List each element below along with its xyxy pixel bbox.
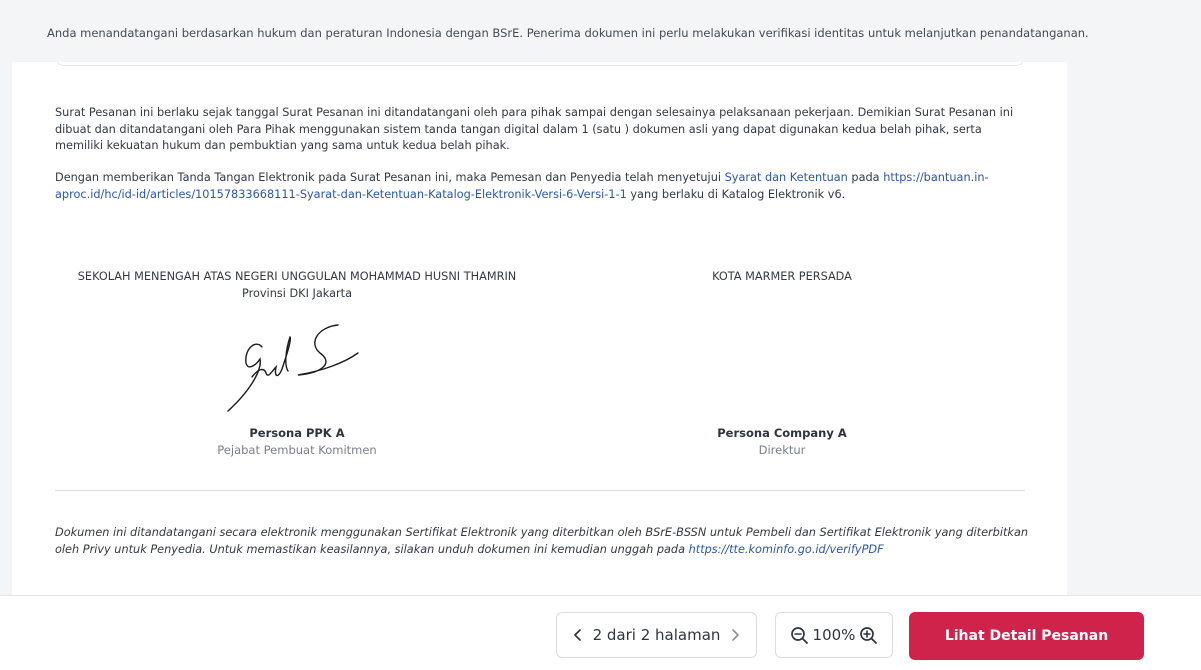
footnote-text: Dokumen ini ditandatangani secara elektronik menggunakan Sertifikat Elektronik yang diterbitkan oleh BSrE-BSSN untuk Pembeli dan Sertifikat Elektronik yang diterbitkan oleh Privy untuk Penyedia. Untuk memastikan keasilannya, silakan unduh dokumen ini kemudian unggah pada	[55, 526, 1029, 556]
agreement-text-middle: pada	[847, 171, 884, 184]
validity-paragraph: Surat Pesanan ini berlaku sejak tanggal Surat Pesanan ini ditandatangani oleh para pihak sampai dengan selesainya pelaksanaan pekerjaan. Demikian Surat Pesanan ini dibuat dan ditandatangani oleh Para Pihak menggunakan sistem tanda tangan digital dalam 1 (satu ) dokumen asli yang dapat digunakan kedua belah pihak, serta memiliki kekuatan hukum dan pembuktian yang sama untuk kedua belah pihak.	[55, 106, 1014, 152]
buyer-org-name: SEKOLAH MENENGAH ATAS NEGERI UNGGULAN MOHAMMAD HUSNI THAMRIN	[77, 270, 517, 283]
signing-notice-banner	[0, 0, 1201, 62]
chevron-right-icon[interactable]	[728, 628, 742, 642]
seller-party	[622, 268, 942, 285]
buyer-party	[60, 268, 534, 302]
zoom-control	[775, 612, 893, 658]
agreement-text-before: Dengan memberikan Tanda Tangan Elektronik pada Surat Pesanan ini, maka Pemesan dan Penyedia telah menyetujui	[55, 171, 725, 184]
page-navigator	[556, 612, 757, 658]
zoom-out-icon[interactable]	[790, 626, 809, 645]
view-order-detail-button[interactable]: Lihat Detail Pesanan	[909, 612, 1144, 660]
agreement-text-after: yang berlaku di Katalog Elektronik v6.	[626, 187, 846, 201]
verify-pdf-link[interactable]: https://tte.kominfo.go.id/verifyPDF	[688, 543, 884, 556]
seller-signer-name: Persona Company A	[717, 426, 847, 440]
seller-signer	[632, 425, 932, 459]
buyer-signer-name: Persona PPK A	[249, 426, 345, 440]
signing-notice-text: Anda menandatangani berdasarkan hukum dan peraturan Indonesia dengan BSrE. Penerima dokumen ini perlu melakukan verifikasi identitas untuk melanjutkan penandatanganan.	[47, 26, 1089, 40]
buyer-region: Provinsi DKI Jakarta	[241, 287, 353, 300]
zoom-level: 100%	[812, 626, 856, 644]
seller-signer-role: Direktur	[758, 443, 806, 457]
e-signature-footnote	[55, 524, 1035, 558]
agreement-paragraph	[55, 170, 1031, 203]
seller-org-name: KOTA MARMER PERSADA	[712, 270, 852, 283]
buyer-signer	[147, 425, 447, 459]
document-page	[12, 62, 1067, 595]
page-indicator: 2 dari 2 halaman	[592, 626, 721, 644]
zoom-in-icon[interactable]	[859, 626, 878, 645]
section-divider	[55, 490, 1025, 491]
previous-section-edge	[56, 62, 1024, 66]
terms-link[interactable]: Syarat dan Ketentuan	[724, 171, 848, 184]
bottom-toolbar	[0, 595, 1201, 670]
buyer-signer-role: Pejabat Pembuat Komitmen	[217, 443, 377, 457]
terms-url-link[interactable]: https://bantuan.in-aproc.id/hc/id-id/articles/10157833668111-Syarat-dan-Ketentuan-Katalog-Elektronik-Versi-6-Versi-1-1	[55, 171, 989, 201]
chevron-left-icon[interactable]	[571, 628, 585, 642]
buyer-signature-image	[222, 319, 362, 414]
